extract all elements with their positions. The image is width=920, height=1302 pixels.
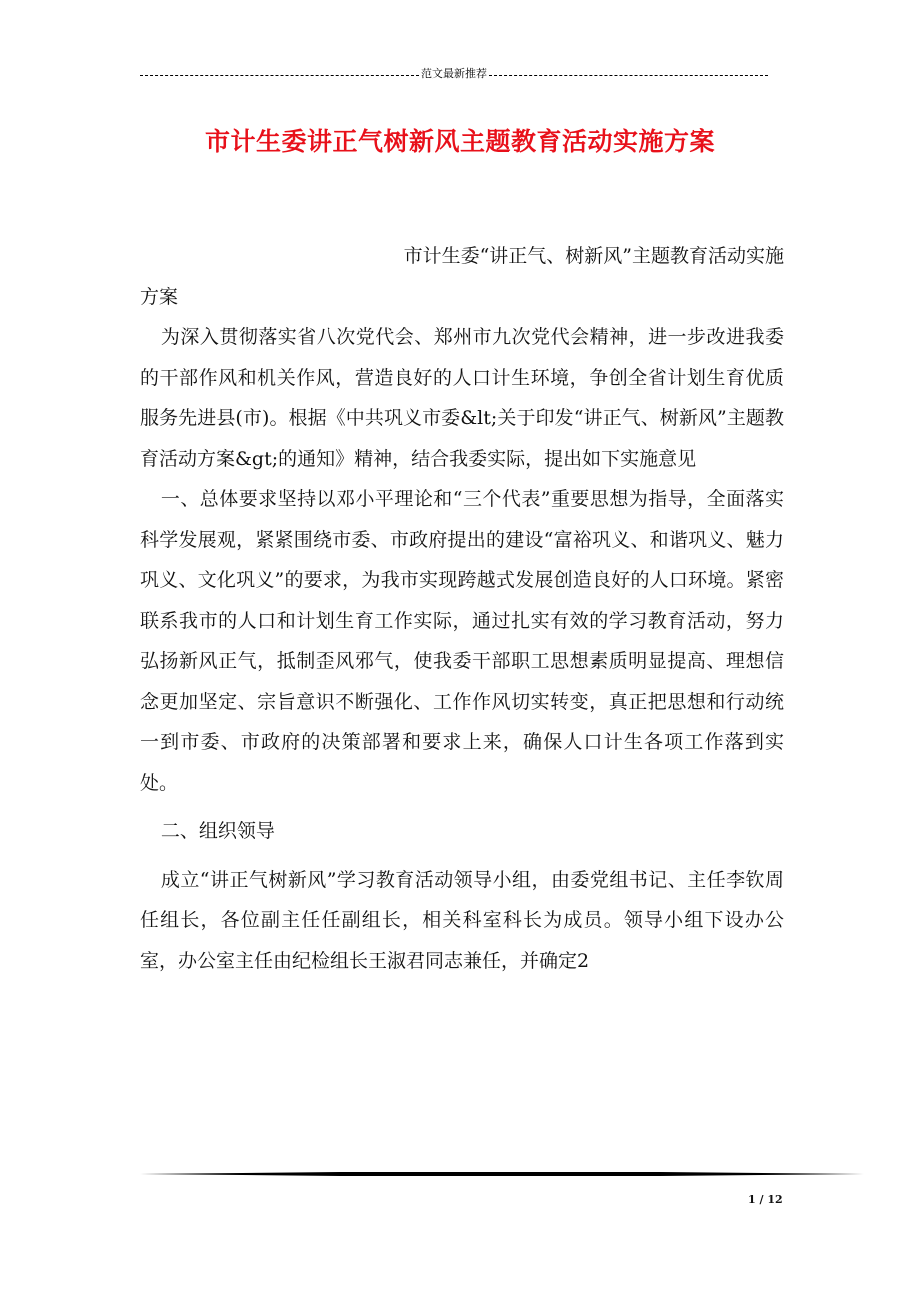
page-number: 1 / 12 — [748, 1193, 783, 1206]
page-header — [140, 66, 768, 82]
paragraph-organization-heading: 二、组织领导 — [160, 820, 275, 842]
subtitle-line-1: 市计生委“讲正气、树新风”主题教育活动实施 — [403, 245, 784, 267]
subtitle-line-2: 方案 — [140, 285, 179, 308]
footer-rule — [140, 1171, 864, 1177]
paragraph-general-requirements: 一、总体要求坚持以邓小平理论和“三个代表”重要思想为指导，全面落实科学发展观，紧紧围绕市委、市政府提出的建设“富裕巩义、和谐巩义、魅力巩义、文化巩义”的要求，为我市实现跨越式发展创造良好的人口环境。紧密联系我市的人口和计划生育工作实际，通过扎实有效的学习教育活动，努力弘扬新风正气，抵制歪风邪气，使我委干部职工思想素质明显提高、理想信念更加坚定、宗旨意识不断强化、工作作风切实转变，真正把思想和行动统一到市委、市政府的决策部署和要求上来，确保人口计生各项工作落到实处。 — [140, 488, 784, 794]
header-label: 范文最新推荐 — [421, 67, 487, 80]
document-title: 市计生委讲正气树新风主题教育活动实施方案 — [204, 127, 715, 156]
document-body — [140, 236, 784, 981]
header-dash-right — [489, 75, 768, 76]
paragraph-intro: 为深入贯彻落实省八次党代会、郑州市九次党代会精神，进一步改进我委的干部作风和机关作风，营造良好的人口计生环境，争创全省计划生育优质服务先进县(市)。根据《中共巩义市委&lt;关于印发“讲正气、树新风”主题教育活动方案&gt;的通知》精神，结合我委实际，提出如下实施意见 — [140, 326, 784, 470]
paragraph-organization: 成立“讲正气树新风”学习教育活动领导小组，由委党组书记、主任李钦周任组长，各位副主任任副组长，相关科室科长为成员。领导小组下设办公室，办公室主任由纪检组长王淑君同志兼任，并确定2 — [140, 868, 784, 972]
header-dash-left — [140, 75, 419, 76]
